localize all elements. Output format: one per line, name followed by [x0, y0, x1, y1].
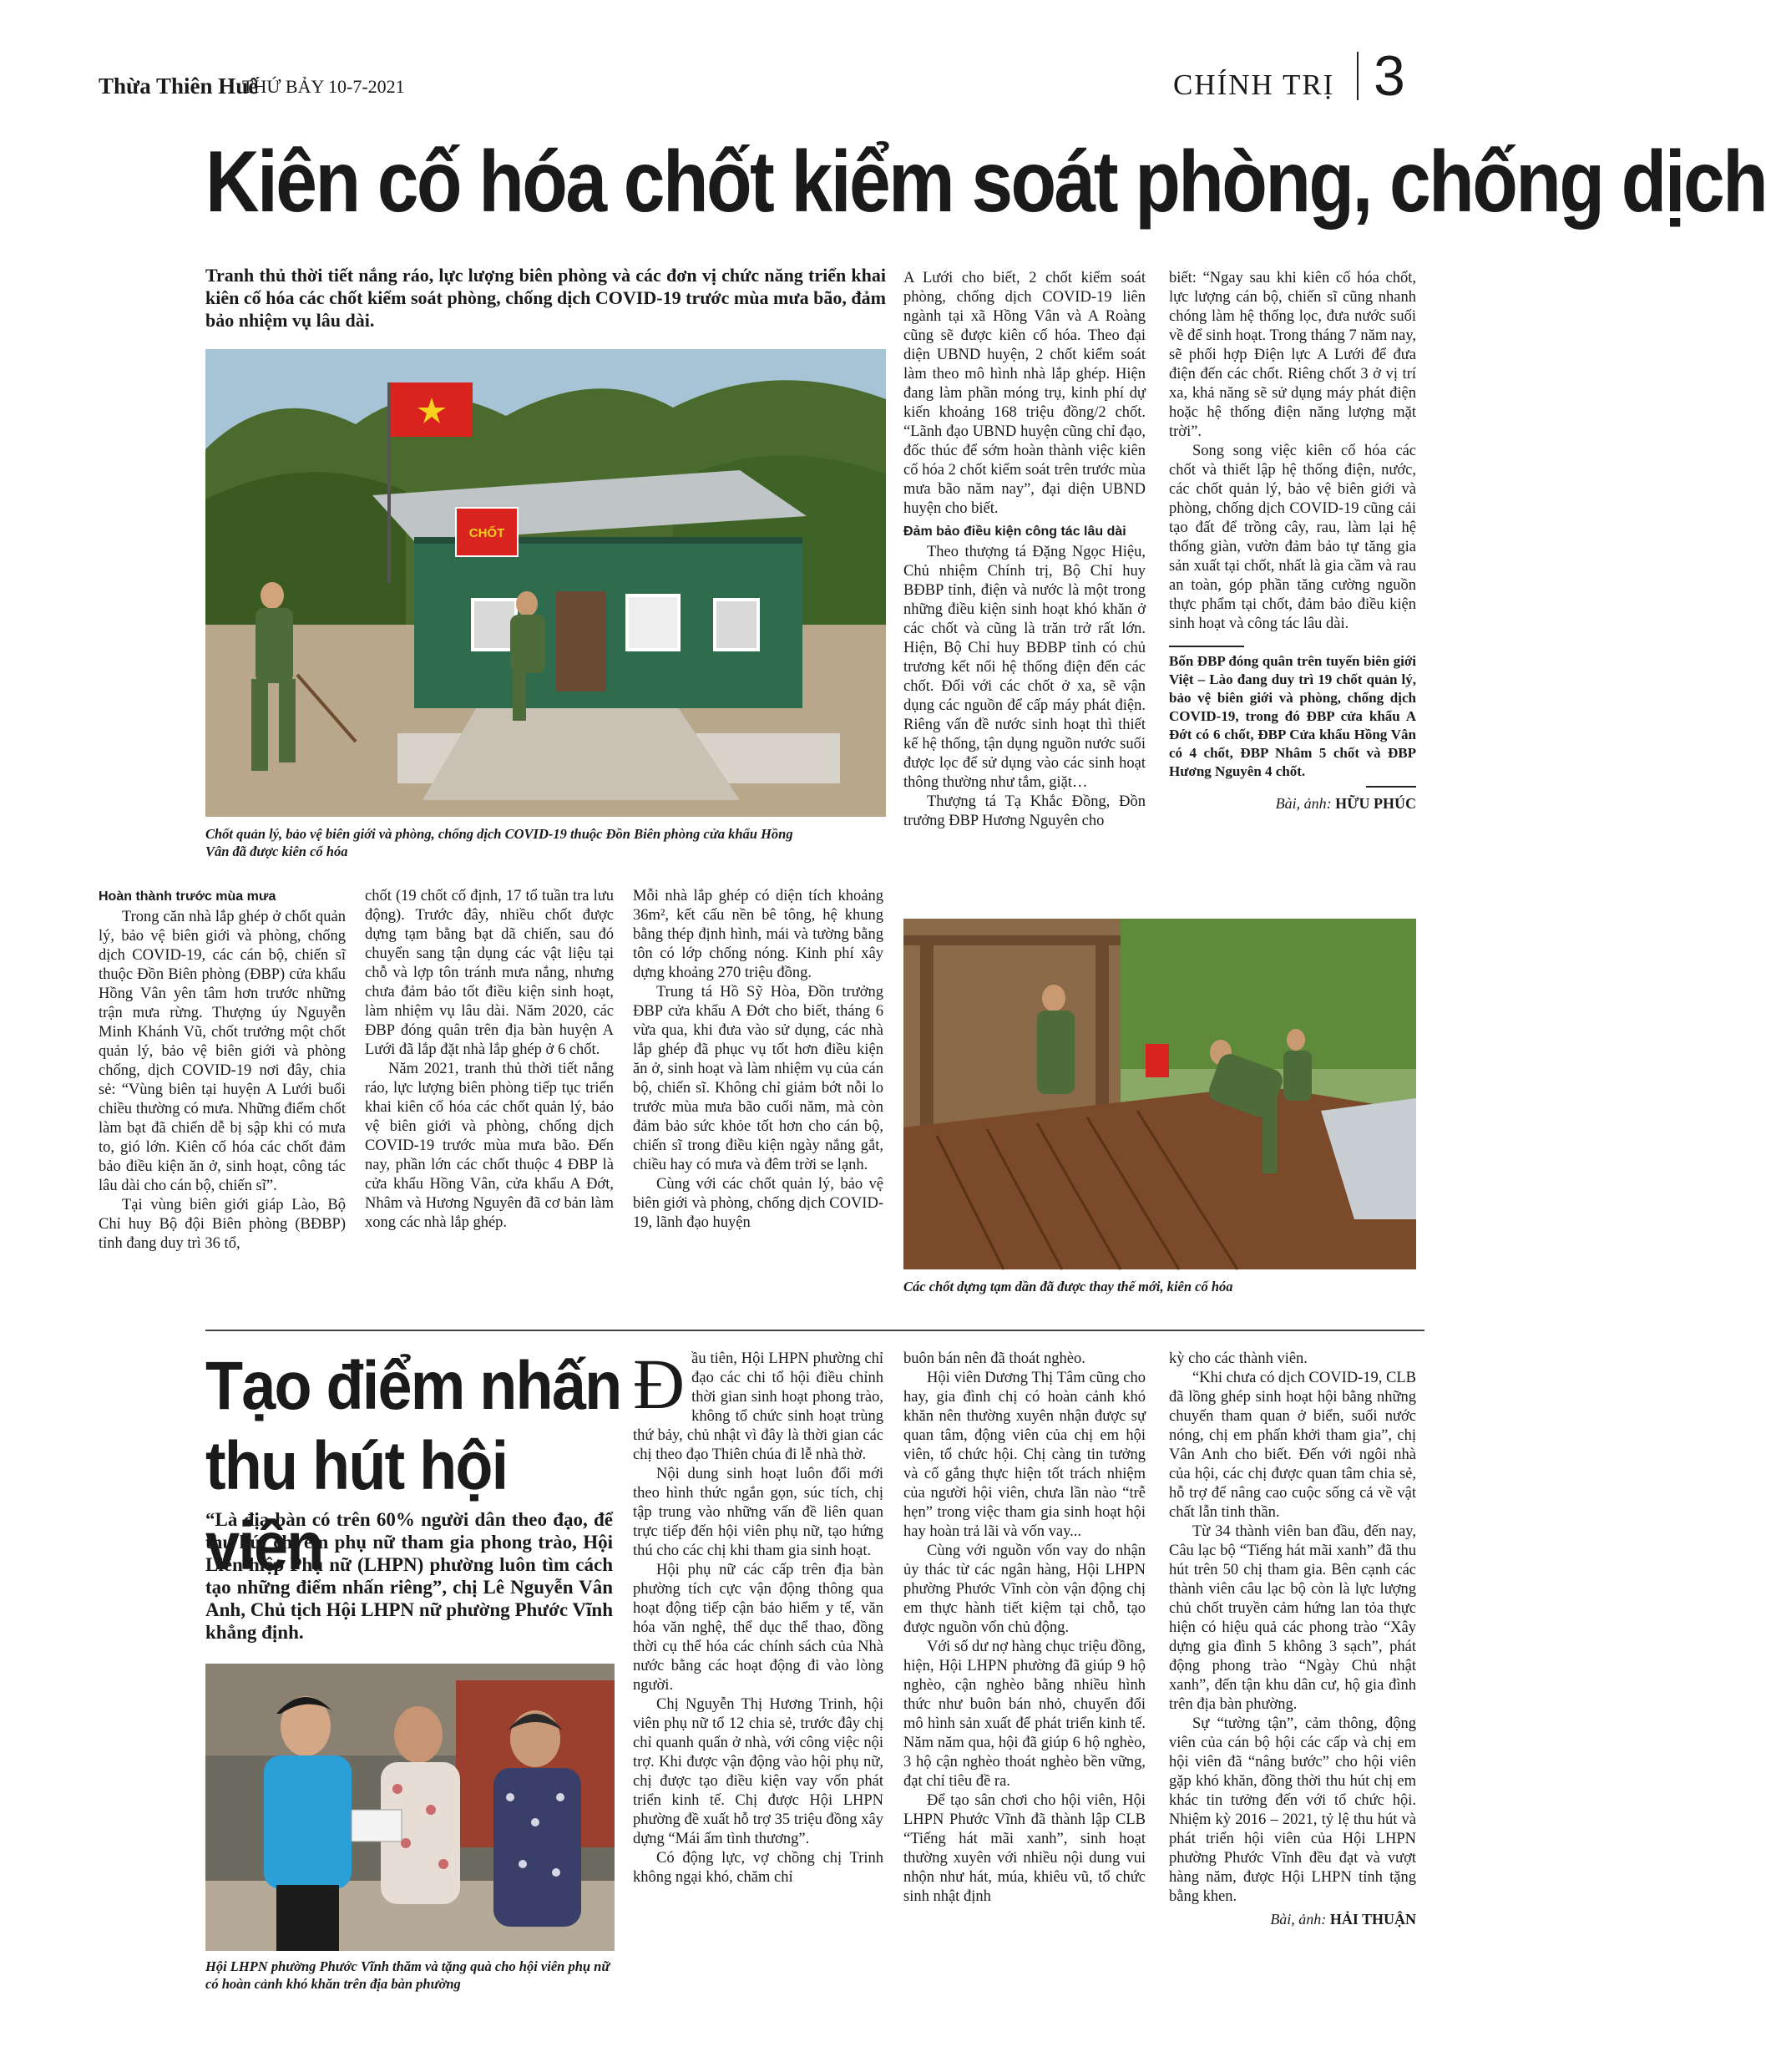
article-divider	[205, 1330, 1424, 1331]
article1-column-5	[1169, 269, 1416, 813]
paragraph: Hội viên Dương Thị Tâm cũng cho hay, gia đình chị có hoàn cảnh khó khăn nên thường xuyên nhận được sự quan tâm, động viên của chị em hội viên, tổ chức hội. Chị càng tin tưởng và cố gắng thực hiện tốt trách nhiệm của người hội viên, chưa lần nào “trễ hẹn” trong việc tham gia sinh hoạt hội hay hoàn trả lãi và vốn vay...	[903, 1370, 1146, 1540]
newspaper-name: Thừa Thiên Huế	[99, 73, 259, 99]
header-divider	[1357, 52, 1359, 100]
article2-headline: Tạo điểm nhấn thu hút hội viên	[205, 1348, 621, 1584]
paragraph: Song song việc kiên cố hóa các chốt và thiết lập hệ thống điện, nước, các chốt quản lý, bảo vệ biên giới và phòng, chống dịch COVID-19 cũng cải tạo đất để trồng cây, rau, làm lại hệ thống giàn, vườn đảm bảo tự tăng gia sản xuất tại chốt, nhất là gia cầm và rau an toàn, góp phần tăng cường nguồn thực phẩm tại chốt, đảm bảo điều kiện sinh hoạt và công tác lâu dài.	[1169, 443, 1416, 632]
article1-column-4	[903, 269, 1146, 831]
article1-column-1	[99, 884, 346, 1254]
paragraph: Trong căn nhà lắp ghép ở chốt quản lý, bảo vệ biên giới và phòng, chống dịch COVID-19, các cán bộ, chiến sĩ thuộc Đồn Biên phòng (ĐBP) cửa khẩu Hồng Vân yên tâm hơn trước những trận mưa rừng. Thượng úy Nguyễn Minh Khánh Vũ, chốt trưởng một chốt quản lý, bảo vệ biên giới và phòng chống, dịch COVID-19 nơi đây, chia sẻ: “Vùng biên tại huyện A Lưới buổi chiều thường có mưa. Những điểm chốt làm bạt đã chiến dễ bị sập khi có mưa to, gió lớn. Kiên cố hóa các chốt đảm bảo điều kiện ăn ở, sinh hoạt, công tác lâu dài cho cán bộ, chiến sĩ”.	[99, 909, 346, 1194]
article2-lede: “Là địa bàn có trên 60% người dân theo đạo, để thu hút chị em phụ nữ tham gia phong trào, Hội Liên hiệp Phụ nữ (LHPN) phường luôn tìm cách tạo những điểm nhấn riêng”, chị Lê Nguyễn Vân Anh, Chủ tịch Hội LHPN nữ phường Phước Vĩnh khẳng định.	[205, 1509, 613, 1643]
page-number: 3	[1374, 44, 1405, 108]
paragraph: Từ 34 thành viên ban đầu, đến nay, Câu lạc bộ “Tiếng hát mãi xanh” đã thu hút trên 50 chị tham gia. Bên cạnh các thành viên câu lạc bộ còn là lực lượng chủ chốt truyền cảm hứng lan tỏa thực hiện có hiệu quả các phong trào “Xây dựng gia đình 5 không 3 sạch”, phát động phong trào “Ngày Chủ nhật xanh”, đến tận khu dân cư, hộ gia đình trên địa bàn phường.	[1169, 1523, 1416, 1713]
article1-byline: Bài, ảnh: HỮU PHÚC	[1275, 795, 1416, 812]
article1-photo-roofing	[903, 919, 1416, 1269]
article1-subhead-1: Hoàn thành trước mùa mưa	[99, 889, 276, 904]
paragraph: Chị Nguyễn Thị Hương Trinh, hội viên phụ nữ tổ 12 chia sẻ, trước đây chị chỉ quanh quẩn ở nhà, với công việc nội trợ. Khi được vận động vào hội phụ nữ, chị được tạo điều kiện vay vốn phát triển kinh tế. Chị được Hội LHPN phường đề xuất hỗ trợ 35 triệu đồng xây dựng “Mái ấm tình thương”.	[633, 1696, 883, 1847]
paragraph: Cùng với nguồn vốn vay do nhận ủy thác từ các ngân hàng, Hội LHPN phường Phước Vĩnh còn vận động chị em thực hành tiết kiệm tại chỗ, tạo được nguồn vốn chủ động.	[903, 1543, 1146, 1636]
paragraph: biết: “Ngay sau khi kiên cố hóa chốt, lực lượng cán bộ, chiến sĩ cũng nhanh chóng làm hệ thống lọc, đưa nước suối về để sinh hoạt. Trong tháng 7 năm nay, sẽ phối hợp Điện lực A Lưới để đưa điện đến các chốt. Riêng chốt 3 ở vị trí xa, khả năng sẽ sử dụng máy phát điện hoặc hệ thống điện năng lượng mặt trời”.	[1169, 270, 1416, 440]
issue-date: THỨ BẢY 10-7-2021	[242, 76, 405, 97]
paragraph: chốt (19 chốt cố định, 17 tổ tuần tra lưu động). Trước đây, nhiều chốt được dựng tạm bằng bạt dã chiến, sau đó chuyển sang tận dụng các vật liệu tại chỗ và lợp tôn tránh mưa nắng, nhưng chưa đảm bảo tốt điều kiện sinh hoạt, làm nhiệm vụ lâu dài. Năm 2020, các ĐBP đóng quân trên địa bàn huyện A Lưới đã lắp đặt nhà lắp ghép ở 6 chốt.	[365, 888, 614, 1058]
article1-headline: Kiên cố hóa chốt kiểm soát phòng, chống dịch	[205, 134, 1766, 231]
article1-photo1-caption: Chốt quản lý, bảo vệ biên giới và phòng, chống dịch COVID-19 thuộc Đồn Biên phòng cửa khẩu Hồng Vân đã được kiên cố hóa	[205, 826, 793, 859]
checkpoint-sign-text: CHỐT	[468, 526, 505, 540]
article1-note: Bốn ĐBP đóng quân trên tuyến biên giới Việt – Lào đang duy trì 19 chốt quản lý, bảo vệ biên giới và phòng, chống dịch COVID-19, trong đó ĐBP cửa khẩu A Đớt có 6 chốt, ĐBP Cửa khẩu Hồng Vân có 4 chốt, ĐBP Nhâm 5 chốt và ĐBP Hương Nguyên 4 chốt.	[1169, 653, 1416, 779]
paragraph: Năm 2021, tranh thủ thời tiết nắng ráo, lực lượng biên phòng tiếp tục triển khai kiên cố hóa các chốt quản lý, bảo vệ biên giới và phòng, chống dịch COVID-19 trước mùa mưa bão. Đến nay, phần lớn các chốt thuộc 4 ĐBP là cửa khẩu Hồng Vân, cửa khẩu A Đớt, Nhâm và Hương Nguyên đã cơ bản làm xong các nhà lắp ghép.	[365, 1061, 614, 1231]
article2-column-1: Đầu tiên, Hội LHPN phường chỉ đạo các chi tổ hội điều chỉnh thời gian sinh hoạt phong trào, không tổ chức sinh hoạt trùng thứ bảy, chủ nhật vì đây là thời gian các chị theo đạo Thiên chúa đi lễ nhà thờ. Nội dung sinh hoạt luôn đổi mới theo hình thức ngắn gọn, súc tích, chị tập trung vào những vấn đề liên quan trực tiếp đến hội viên phụ nữ, tạo hứng thú cho các chị khi tham gia sinh hoạt. Hội phụ nữ các cấp trên địa bàn phường tích cực vận động thông qua hoạt động tiếp cận bảo hiểm y tế, văn hóa văn nghệ, thể dục thể thao, đồng thời cụ thể hóa các chính sách của Nhà nước bằng các hoạt động đi vào lòng người. Chị Nguyễn Thị Hương Trinh, hội viên phụ nữ tổ 12 chia sẻ, trước đây chị chỉ quanh quẩn ở nhà, với công việc nội trợ. Khi được vận động vào hội phụ nữ, chị được tạo điều kiện vay vốn phát triển kinh tế. Chị được Hội LHPN phường đề xuất hỗ trợ 35 triệu đồng xây dựng “Mái ấm tình thương”. Có động lực, vợ chồng chị Trinh không ngại khó, chăm chỉ	[633, 1344, 883, 1886]
paragraph: Trung tá Hồ Sỹ Hòa, Đồn trưởng ĐBP cửa khẩu A Đớt cho biết, tháng 6 vừa qua, khi đưa vào sử dụng, các nhà lắp ghép đã phục vụ tốt hơn điều kiện ăn ở, sinh hoạt và làm nhiệm vụ của cán bộ, chiến sĩ. Không chỉ giảm bớt nỗi lo trước mùa mưa bão cuối năm, mà còn đảm bảo sức khỏe tốt hơn cho cán bộ, chiến sĩ trong điều kiện ngày nắng gắt, chiều hay có mưa và đêm trời se lạnh.	[633, 984, 883, 1173]
article2-photo-women	[205, 1664, 615, 1951]
article1-lede: Tranh thủ thời tiết nắng ráo, lực lượng biên phòng và các đơn vị chức năng triển khai kiên cố hóa các chốt kiểm soát phòng, chống dịch COVID-19 trước mùa mưa bão, đảm bảo nhiệm vụ lâu dài.	[205, 265, 886, 331]
paragraph: Mỗi nhà lắp ghép có diện tích khoảng 36m², kết cấu nền bê tông, hệ khung bằng thép định hình, mái và tường bằng tôn có lớp chống nóng. Kinh phí xây dựng khoảng 270 triệu đồng.	[633, 888, 883, 981]
article2-column-2	[903, 1350, 1146, 1907]
article1-column-3	[633, 887, 883, 1233]
article1-photo-checkpoint	[205, 349, 886, 817]
paragraph: buôn bán nên đã thoát nghèo.	[903, 1350, 1085, 1367]
article1-photo2-caption: Các chốt dựng tạm dần đã được thay thế mới, kiên cố hóa	[903, 1279, 1233, 1294]
note-rule	[1169, 646, 1244, 647]
section-title: CHÍNH TRỊ	[1173, 68, 1335, 101]
paragraph: Theo thượng tá Đặng Ngọc Hiệu, Chủ nhiệm Chính trị, Bộ Chỉ huy BĐBP tỉnh, điện và nước là một trong những điều kiện sinh hoạt khó khăn ở các chốt và cũng là trăn trở rất lớn. Hiện, Bộ Chỉ huy BĐBP tỉnh có chủ trương kết nối hệ thống điện đến các chốt. Đối với các chốt ở xa, sẽ vận dụng các nguồn để cấp máy phát điện. Riêng vấn đề nước sinh hoạt thì thiết kế hệ thống, tận dụng nguồn nước suối được lọc để sử dụng vào các sinh hoạt thông thường như tắm, giặt…	[903, 544, 1146, 791]
paragraph: A Lưới cho biết, 2 chốt kiểm soát phòng, chống dịch COVID-19 liên ngành tại xã Hồng Vân và A Roàng cũng sẽ được kiên cố hóa. Theo đại diện UBND huyện, 2 chốt kiểm soát làm theo mô hình nhà lắp ghép. Hiện đang làm phần móng trụ, kinh phí dự kiến khoảng 168 triệu đồng/2 chốt. “Lãnh đạo UBND huyện cũng chỉ đạo, đốc thúc để sớm hoàn thành việc kiên cố hóa 2 chốt kiểm soát trên trước mùa mưa bão năm nay”, đại diện UBND huyện cho biết.	[903, 270, 1146, 517]
article2-column-3	[1169, 1350, 1416, 1929]
paragraph: Nội dung sinh hoạt luôn đổi mới theo hình thức ngắn gọn, súc tích, chị tập trung vào những vấn đề liên quan trực tiếp đến hội viên phụ nữ, tạo hứng thú cho các chị khi tham gia sinh hoạt.	[633, 1466, 883, 1559]
paragraph: Có động lực, vợ chồng chị Trinh không ngại khó, chăm chỉ	[633, 1850, 883, 1886]
paragraph: Sự “tường tận”, cảm thông, động viên của cán bộ hội các cấp và chị em hội viên đã “nâng bước” cho hội viên gặp khó khăn, đồng thời thu hút chị em khác tin tưởng đến với tổ chức hội. Nhiệm kỳ 2016 – 2021, tỷ lệ thu hút và phát triển hội viên của Hội LHPN phường Phước Vĩnh đều đạt và vượt hàng năm, được Hội LHPN tỉnh tặng bằng khen.	[1169, 1715, 1416, 1905]
paragraph: Để tạo sân chơi cho hội viên, Hội LHPN Phước Vĩnh đã thành lập CLB “Tiếng hát mãi xanh”, sinh hoạt thường xuyên với nhiều nội dung vui nhộn như hát, múa, khiêu vũ, tổ chức sinh nhật định	[903, 1792, 1146, 1905]
article2-photo-caption: Hội LHPN phường Phước Vĩnh thăm và tặng quà cho hội viên phụ nữ có hoàn cảnh khó khăn trên địa bàn phường	[205, 1958, 610, 1992]
article2-byline: Bài, ảnh: HẢI THUẬN	[1270, 1911, 1416, 1928]
paragraph: Tại vùng biên giới giáp Lào, Bộ Chỉ huy Bộ đội Biên phòng (BĐBP) tỉnh đang duy trì 36 tổ,	[99, 1197, 346, 1252]
note-rule	[1366, 786, 1416, 788]
paragraph: Thượng tá Tạ Khắc Đồng, Đồn trưởng ĐBP Hương Nguyên cho	[903, 793, 1146, 829]
paragraph: Hội phụ nữ các cấp trên địa bàn phường tích cực vận động thông qua hoạt động tiếp cận bảo hiểm y tế, văn hóa văn nghệ, thể dục thể thao, đồng thời cụ thể hóa các chính sách của Nhà nước bằng các hoạt động đi vào lòng người.	[633, 1562, 883, 1694]
article1-subhead-2: Đảm bảo điều kiện công tác lâu dài	[903, 524, 1126, 539]
paragraph: Cùng với các chốt quản lý, bảo vệ biên giới và phòng, chống dịch COVID-19, lãnh đạo huyện	[633, 1176, 883, 1231]
paragraph: Với số dư nợ hàng chục triệu đồng, hiện, Hội LHPN phường đã giúp 9 hộ nghèo, cận nghèo bằng nhiều hình thức như buôn bán nhỏ, chuyển đổi mô hình sản xuất để phát triển kinh tế. Năm năm qua, hội đã giúp 6 hộ nghèo, 3 hộ cận nghèo thoát nghèo bền vững, đạt chỉ tiêu đề ra.	[903, 1639, 1146, 1790]
article1-column-2	[365, 887, 614, 1233]
paragraph: kỳ cho các thành viên.	[1169, 1350, 1308, 1367]
paragraph: “Khi chưa có dịch COVID-19, CLB đã lồng ghép sinh hoạt hội bằng những chuyến tham quan ở biển, suối nước nóng, chị em phấn khởi tham gia”, chị Vân Anh cho biết. Đến với ngôi nhà của hội, các chị được quan tâm chia sẻ, hỗ trợ để nâng cao cuộc sống cả về vật chất lẫn tinh thần.	[1169, 1370, 1416, 1521]
dropcap: Đ	[633, 1344, 686, 1424]
